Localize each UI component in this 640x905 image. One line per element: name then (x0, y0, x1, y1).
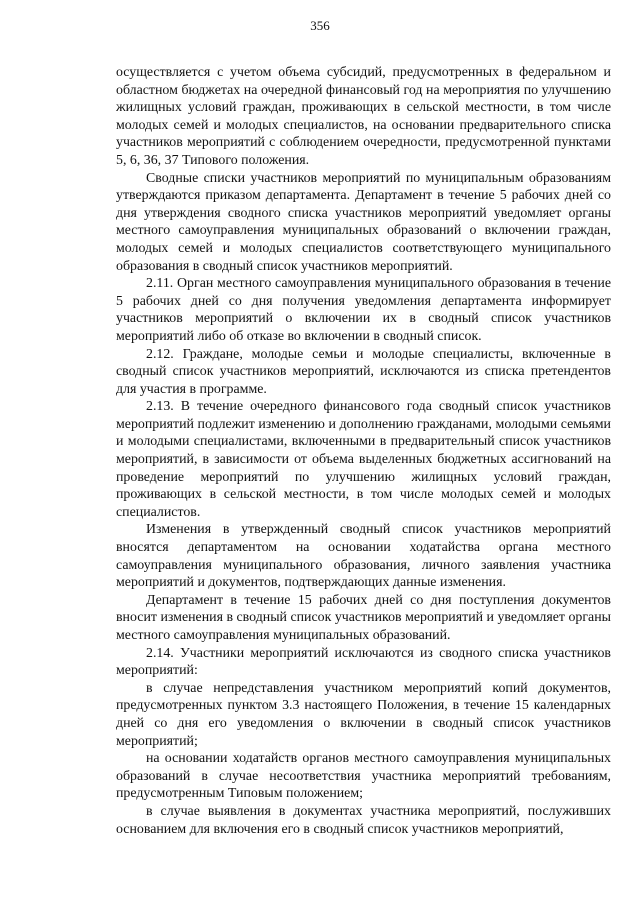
paragraph: осуществляется с учетом объема субсидий, предусмотренных в федеральном и областном бюджетах на очередной финансовый год на мероприятия по улучшению жилищных условий граждан, проживающих в сельской местности, в том числе молодых семей и молодых специалистов, на основании предварительного списка участников мероприятий с соблюдением очередности, предусмотренной пунктами 5, 6, 36, 37 Типового положения. (116, 65, 611, 168)
paragraph: на основании ходатайств органов местного самоуправления муниципальных образований в случае несоответствия участника мероприятий требованиям, предусмотренным Типовым положением; (116, 751, 611, 802)
paragraph: 2.12. Граждане, молодые семьи и молодые специалисты, включенные в сводный список участников мероприятий, исключаются из списка претендентов для участия в программе. (116, 346, 611, 397)
paragraph: 2.11. Орган местного самоуправления муниципального образования в течение 5 рабочих дней со дня получения уведомления департамента информирует участников мероприятий о включении их в сводный список участников мероприятий либо об отказе во включении в сводный список. (116, 276, 611, 344)
paragraph: Департамент в течение 15 рабочих дней со дня поступления документов вносит изменения в сводный список участников мероприятий и уведомляет органы местного самоуправления муниципальных образований. (116, 592, 611, 643)
paragraph: в случае выявления в документах участника мероприятий, послуживших основанием для включения его в сводный список участников мероприятий, (116, 803, 611, 837)
page-number: 356 (310, 18, 330, 33)
paragraph: Сводные списки участников мероприятий по муниципальным образованиям утверждаются приказом департамента. Департамент в течение 5 рабочих дней со дня утверждения сводного списка участников мероприятий уведомляет органы местного самоуправления муниципальных образований о включении граждан, молодых семей и молодых специалистов соответствующего муниципального образования в сводный список участников мероприятий. (116, 170, 611, 274)
paragraph: 2.14. Участники мероприятий исключаются из сводного списка участников мероприятий: (116, 645, 611, 679)
paragraph: 2.13. В течение очередного финансового года сводный список участников мероприятий подлежит изменению и дополнению гражданами, молодыми семьями и молодыми специалистами, включенными в предварительный список участников мероприятий, в зависимости от объема выделенных бюджетных ассигнований на проведение мероприятий по улучшению жилищных условий граждан, проживающих в сельской местности, в том числе молодых семей и молодых специалистов. (116, 399, 611, 520)
document-body (116, 64, 611, 838)
paragraph: в случае непредставления участником мероприятий копий документов, предусмотренных пунктом 3.3 настоящего Положения, в течение 15 календарных дней со дня его уведомления о включении в сводный список участников мероприятий; (116, 680, 611, 749)
paragraph: Изменения в утвержденный сводный список участников мероприятий вносятся департаментом на основании ходатайства органа местного самоуправления муниципального образования, личного заявления участника мероприятий и документов, подтверждающих данные изменения. (116, 522, 611, 591)
